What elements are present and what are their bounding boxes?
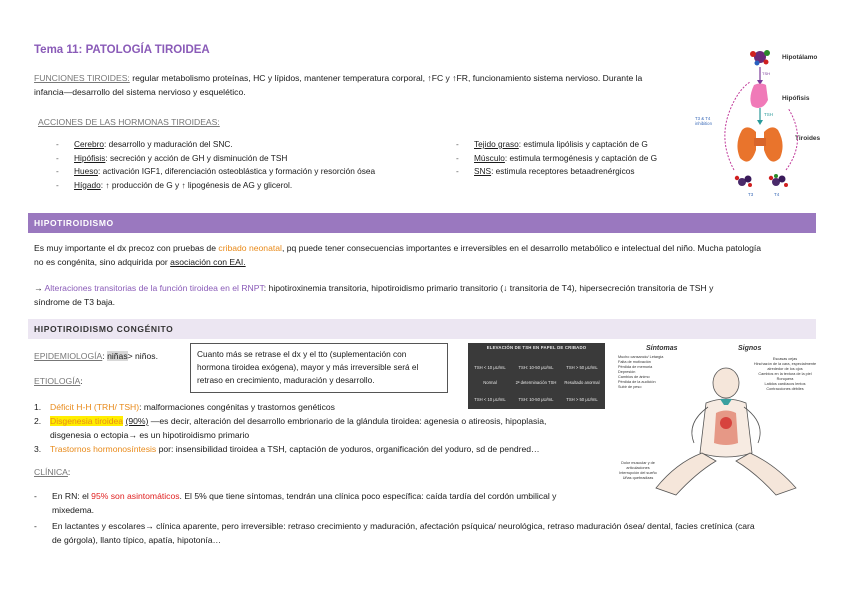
page-title: Tema 11: PATOLOGÍA TIROIDEA [34, 44, 210, 56]
t4-molecule-icon [769, 174, 788, 187]
list-item: - Hígado: ↑ producción de G y ↑ lipogénesis de AG y glicerol. [56, 179, 293, 190]
tiroides-label: Tiroides [795, 135, 821, 142]
etiologia-item-1: 1. Déficit H-H (TRH/ TSH): malformaciones congénitas y trastornos genéticos [34, 402, 335, 412]
hipotiroidismo-p2: → Alteraciones transitorias de la función tiroidea en el RNPT: hipotiroxinemia transitoria, hipotiroidismo primario transitorio (↓ transitoria de T4), hipersecreción transitoria de TSH y [34, 283, 714, 293]
hipotiroidismo-p1-line2: no es congénita, sino adquirida por asociación con EAI. [34, 257, 246, 267]
clinica-item-1-line2: mixedema. [52, 505, 95, 515]
etiologia-item-3: 3. Trastornos hormonosíntesis por: insensibilidad tiroidea a TSH, captación de yoduros, organificación del yoduro, sd de pendred… [34, 444, 540, 454]
list-item: - SNS: estimula receptores betaadrenérgicos [456, 166, 635, 176]
list-item: - Hueso: activación IGF1, diferenciación osteoblástica y formación y resorción ósea [56, 166, 376, 176]
callout-box: Cuanto más se retrase el dx y el tto (suplementación con hormona tiroidea exógena), mayor y más irreversible será el retraso en crecimiento, maduración y desarrollo. [190, 343, 448, 393]
sintomas-bottom-list: Dolor muscular y de articulaciones Interrupción del sueño Uñas quebradizas [619, 461, 657, 480]
tsh-top-label: TSH [762, 71, 770, 76]
t3-molecule-icon [735, 176, 752, 188]
thyroid-lobe-left-icon [737, 127, 756, 161]
funciones-paragraph [34, 72, 694, 85]
section-header-congenito: HIPOTIROIDISMO CONGÉNITO [28, 319, 816, 339]
acciones-left-list [56, 138, 375, 192]
acciones-label: ACCIONES DE LAS HORMONAS TIROIDEAS: [38, 117, 220, 127]
hipotiroidismo-p2-line2: síndrome de T3 baja. [34, 297, 116, 307]
funciones-text: regular metabolismo proteínas, HC y lípidos, mantener temperatura corporal, ↑FC y ↑FR, funcionamiento sistema nervioso. Durante la [129, 73, 643, 83]
clinica-item-2: - En lactantes y escolares→ clínica aparente, pero irreversible: retraso crecimiento y maduración, afectación psíquica/ neurológica, retraso maduración ósea/ dental, facies cretínica (cara [34, 521, 755, 531]
acciones-right-list [456, 138, 657, 179]
inhibition-label: T3 & T4 inhibition [695, 116, 712, 126]
clinica-item-2-line2: de górgola), llanto típico, apatía, hipotonía… [52, 535, 222, 545]
signos-title: Signos [738, 345, 762, 352]
sintomas-list: Mucho cansancio/ Letargia Falta de motivación Pérdida de memoria Depresión Cambios de ánimo Pérdida de la audición Subir de peso [618, 355, 664, 389]
arrow-head [757, 120, 763, 125]
cribado-highlight: cribado neonatal [218, 243, 282, 253]
funciones-line2: infancia—desarrollo del sistema nervioso y esquelético. [34, 87, 246, 97]
list-item: - Tejido graso: estimula lipólisis y captación de G [456, 139, 648, 149]
etiologia-item-2: 2. Disgenesia tiroidea (90%) —es decir, alteración del desarrollo embrionario de la glándula tiroidea: agenesia o atireosis, hipoplasia, [34, 416, 547, 426]
etiologia-item-2-line2: disgenesia o ectopia→ es un hipotiroidismo primario [50, 430, 250, 440]
section-header-hipotiroidismo: HIPOTIROIDISMO [28, 213, 816, 233]
list-item: - Cerebro: desarrollo y maduración del SNC. [56, 139, 233, 149]
thyroid-axis-diagram [690, 40, 840, 200]
list-item: - Músculo: estimula termogénesis y captación de G [456, 152, 658, 163]
tsh-screening-table: ELEVACIÓN DE TSH EN PAPEL DE CRIBADO TSH < 10 μU/mL TSH: 10-50 μU/mL TSH > 50 μU/mL Normal 2ª determinación TSH Resultado anormal TSH < 10 μU/mL TSH: 10-50 μU/mL TSH > 50 μU/mL [468, 343, 605, 409]
sintomas-illustration [616, 343, 826, 503]
epidemiologia: EPIDEMIOLOGÍA: niñas> niños. [34, 351, 158, 361]
t4-label: T4 [774, 192, 780, 197]
hipofisis-icon [750, 84, 768, 109]
hipofisis-label: Hipófisis [782, 95, 810, 102]
thyroid-isthmus-icon [754, 138, 766, 146]
etiologia-label-row: ETIOLOGÍA: [34, 376, 83, 386]
tsh-label: TSH [764, 112, 773, 117]
funciones-label: FUNCIONES TIROIDES: [34, 73, 130, 83]
list-item: - Hipófisis: secreción y acción de GH y disminución de TSH [56, 152, 288, 163]
hipotalamo-label: Hipotálamo [782, 54, 818, 61]
sintomas-title: Síntomas [646, 345, 678, 352]
clinica-label-row: CLÍNICA: [34, 467, 71, 477]
t3-label: T3 [748, 192, 754, 197]
clinica-item-1: - En RN: el 95% son asintomáticos. El 5% que tiene síntomas, tendrán una clínica poco específica: caída tardía del cordón umbilical y [34, 491, 557, 501]
thyroid-lobe-right-icon [764, 127, 783, 161]
hipotiroidismo-p1: Es muy importante el dx precoz con pruebas de cribado neonatal, pq puede tener consecuencias importantes e irreversibles en el desarrollo metabólico e intelectual del niño. Mucha patología [34, 243, 762, 253]
tsh-table-title: ELEVACIÓN DE TSH EN PAPEL DE CRIBADO [486, 345, 587, 350]
hipotalamo-icon [750, 50, 770, 66]
signos-list: Escasas cejas Hinchazón de la cara, especialmente alrededor de los ojos Cambios en la textura de la piel Ronquera Latidos cardíacos lentos Contracciones débiles [753, 357, 817, 391]
